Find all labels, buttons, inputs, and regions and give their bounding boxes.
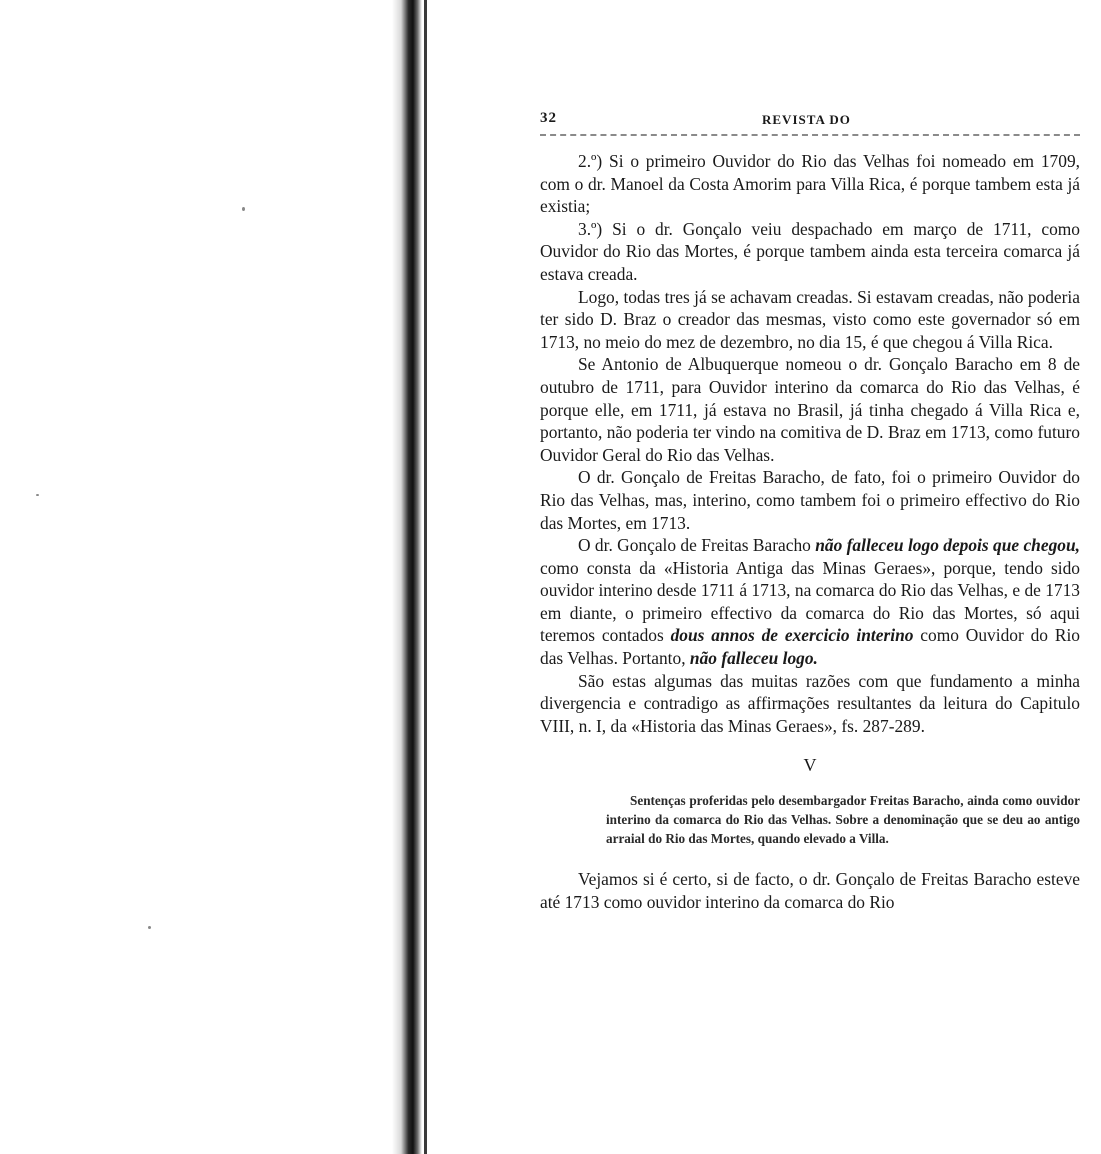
final-paragraph-block <box>540 868 1080 913</box>
page-number: 32 <box>540 110 557 126</box>
scan-speck <box>148 926 151 929</box>
emphasis-text: não falleceu logo. <box>689 648 818 669</box>
scan-speck <box>36 494 39 496</box>
summary-text: Sentenças proferidas pelo desembargador Freitas Baracho, ainda como ouvidor interino da comarca do Rio das Velhas. Sobre a denominação que se deu ao antigo arraial do Rio das Mortes, quando elevado a Villa. <box>606 793 1080 846</box>
section-numeral: V <box>803 755 817 776</box>
book-gutter-shadow <box>392 0 422 1154</box>
emphasis-text: dous annos de exercicio interino <box>670 625 914 646</box>
scan-speck <box>242 207 245 211</box>
paragraph-text: O dr. Gonçalo de Freitas Baracho <box>578 535 816 556</box>
running-head <box>540 108 1080 134</box>
header-rule <box>540 134 1080 136</box>
paragraph: São estas algumas das muitas razões com que fundamento a minha divergencia e contradigo as affirmações resultantes da leitura do Capitulo VIII, n. I, da «Historia das Minas Geraes», fs. 287-289. <box>540 670 1080 736</box>
paragraph: O dr. Gonçalo de Freitas Baracho, de fato, foi o primeiro Ouvidor do Rio das Velhas, mas, interino, como tambem foi o primeiro effectivo do Rio das Mortes, em 1713. <box>540 467 1080 533</box>
emphasis-text: não falleceu logo depois que chegou, <box>815 535 1080 556</box>
section-summary <box>606 792 1080 848</box>
body-text <box>540 150 1080 737</box>
paragraph: Se Antonio de Albuquerque nomeou o dr. Gonçalo Baracho em 8 de outubro de 1711, para Ouvidor interino da comarca do Rio das Velhas, é porque elle, em 1711, já estava no Brasil, já tinha chegado á Villa Rica e, portanto, não poderia ter vindo na comitiva de D. Braz em 1713, como futuro Ouvidor Geral do Rio das Velhas. <box>540 354 1080 465</box>
paragraph-text: como consta da «Historia Antiga das Minas Geraes», porque, tendo sido ouvidor interino desde 1711 á 1713, na comarca do Rio das Velhas, e de 1713 em diante, o primeiro effectivo da comarca do Rio das Mortes, só aqui teremos contados <box>540 557 1080 646</box>
paragraph: 3.º) Si o dr. Gonçalo veiu despachado em março de 1711, como Ouvidor do Rio das Mortes, é porque tambem ainda esta terceira comarca já estava creada. <box>540 218 1080 284</box>
paragraph: 2.º) Si o primeiro Ouvidor do Rio das Velhas foi nomeado em 1709, com o dr. Manoel da Costa Amorim para Villa Rica, é porque tambem esta já existia; <box>540 151 1080 217</box>
book-gutter-line <box>424 0 427 1154</box>
paragraph-text: como Ouvidor do Rio das Velhas. Portanto, <box>540 625 1080 669</box>
running-title: REVISTA DO <box>762 112 851 127</box>
paragraph: Logo, todas tres já se achavam creadas. Si estavam creadas, não poderia ter sido D. Braz o creador das mesmas, visto como este governador só em 1713, no meio do mez de dezembro, no dia 15, é que chegou á Villa Rica. <box>540 286 1080 352</box>
book-page <box>540 108 1080 913</box>
paragraph: Vejamos si é certo, si de facto, o dr. Gonçalo de Freitas Baracho esteve até 1713 como ouvidor interino da comarca do Rio <box>540 869 1080 912</box>
paragraph-with-emphasis <box>540 534 1080 670</box>
